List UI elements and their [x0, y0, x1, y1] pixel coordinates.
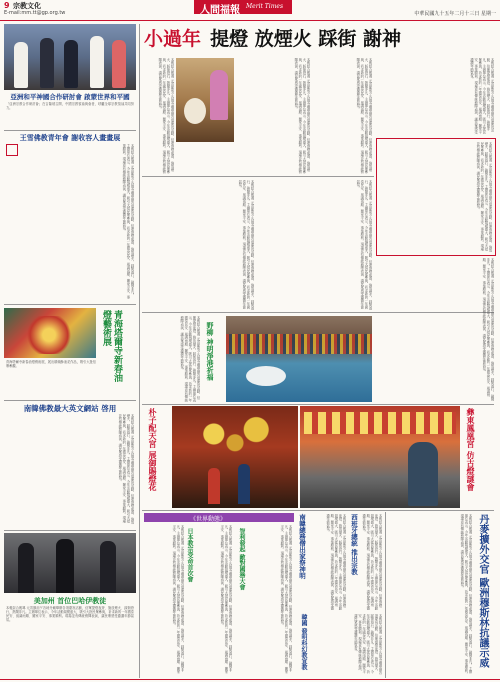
islam-caption: 「亞洲宗教合作研討會」在吉隆坡召開，中國宗教領袖與會者，呼籲全球宗教領袖共同努力。 [6, 102, 134, 111]
person-3 [100, 541, 116, 593]
world-body-1: 本報綜合報導 元宵節前夕各地寺廟舉辦各項慶祝活動，信眾提燈夜遊、施放煙火、踩街遊行，熱鬧非凡。主辦單位表示，今年活動規模盛大，吸引大批民眾參與，祈求新的一年國泰民安、風調雨順、闔家平安、事業順利。現場並有傳統藝陣表演，讓民眾感受濃濃年節氣氛。 [171, 525, 184, 674]
america-headline: 美加州 首位巴哈伊教徒 [33, 596, 107, 605]
world-body-2: 本報綜合報導 元宵節前夕各地寺廟舉辦各項慶祝活動，信眾提燈夜遊、施放煙火、踩街遊行，熱鬧非凡。主辦單位表示，今年活動規模盛大，吸引大批民眾參與，祈求新的一年國泰民安、風調雨順、闔家平安、事業順利。現場並有傳統藝陣表演，讓民眾感受濃濃年節氣氛。 [219, 525, 232, 674]
islam-headline: 亞洲和平神國合作研討會 啟蒙世界和平國 [10, 93, 130, 101]
islam-photo [4, 24, 136, 90]
lantern-flowers [182, 412, 288, 456]
headline-black: 提燈 放煙火 踩街 謝神 [210, 28, 401, 50]
figure-3 [64, 40, 78, 88]
right-body-2: 本報綜合報導 元宵節前夕各地寺廟舉辦各項慶祝活動，信眾提燈夜遊、施放煙火、踩街遊行，熱鬧非凡。主辦單位表示，今年活動規模盛大，吸引大批民眾參與，祈求新的一年國泰民安、風調雨順、闔家平安、事業順利。現場並有傳統藝陣表演，讓民眾感受濃濃年節氣氛。 [481, 258, 494, 401]
date-line: 中華民國九十五年二月十三日 星期一 [414, 11, 496, 17]
lantern-object [184, 98, 206, 124]
yeliu-body: 本報綜合報導 元宵節前夕各地寺廟舉辦各項慶祝活動，信眾提燈夜遊、施放煙火、踩街遊行，熱鬧非凡。主辦單位表示，今年活動規模盛大，吸引大批民眾參與，祈求新的一年國泰民安、風調雨順、闔家平安、事業順利。現場並有傳統藝陣表演，讓民眾感受濃濃年節氣氛。 [179, 316, 200, 402]
divider-left-2 [4, 304, 136, 305]
yeliu-photo [226, 316, 372, 402]
qinghai-caption: 青海塔爾寺新春油燈藝術展，展出精緻酥油花作品，吸引大批信眾參觀。 [6, 360, 96, 369]
figure-1 [14, 42, 28, 88]
japan-headline: 日本教宗受命首次會 [186, 528, 193, 582]
masthead-english: Merit Times [246, 3, 284, 10]
yishou-photo [300, 406, 460, 508]
crowd [226, 334, 372, 354]
world-body-5: 本報綜合報導 元宵節前夕各地寺廟舉辦各項慶祝活動，信眾提燈夜遊、施放煙火、踩街遊行，熱鬧非凡。主辦單位表示，今年活動規模盛大，吸引大批民眾參與，祈求新的一年國泰民安、風調雨順、闔家平安、事業順利。現場並有傳統藝陣表演，讓民眾感受濃濃年節氣氛。 [361, 514, 382, 610]
butter-sculpture [24, 316, 74, 354]
world-banner-title: 《世界動態》 [190, 516, 227, 523]
wang-body: 本報綜合報導 元宵節前夕各地寺廟舉辦各項慶祝活動，信眾提燈夜遊、施放煙火、踩街遊行，熱鬧非凡。主辦單位表示，今年活動規模盛大，吸引大批民眾參與，祈求新的一年國泰民安、風調雨順、闔家平安、事業順利。現場並有傳統藝陣表演，讓民眾感受濃濃年節氣氛。 [121, 144, 134, 300]
page-header [0, 0, 500, 22]
divider-left-4 [4, 530, 136, 531]
qinghai-photo [4, 308, 96, 358]
qinghai-headline: 青海塔爾寺新春油燈藝術展 [101, 310, 122, 382]
puzi-photo [172, 406, 298, 508]
puzi-headline: 朴子配天宮 展御賜燈花 [148, 408, 158, 491]
headline-red: 小過年 [144, 28, 202, 50]
column-separator-2 [385, 512, 386, 678]
america-body: 本報綜合報導 元宵節前夕各地寺廟舉辦各項慶祝活動，信眾提燈夜遊、施放煙火、踩街遊行，熱鬧非凡。主辦單位表示，今年活動規模盛大，吸引大批民眾參與，祈求新的一年國泰民安、風調雨順、闔家平安、事業順利。現場並有傳統藝陣表演，讓民眾感受濃濃年節氣氛。 [6, 606, 134, 623]
masthead [194, 0, 292, 14]
eng-body: 本報綜合報導 元宵節前夕各地寺廟舉辦各項慶祝活動，信眾提燈夜遊、施放煙火、踩街遊行，熱鬧非凡。主辦單位表示，今年活動規模盛大，吸引大批民眾參與，祈求新的一年國泰民安、風調雨順、闔家平安、事業順利。現場並有傳統藝陣表演，讓民眾感受濃濃年節氣氛。 [117, 414, 134, 524]
footer-rule [0, 679, 500, 680]
world-body-3: 本報綜合報導 元宵節前夕各地寺廟舉辦各項慶祝活動，信眾提燈夜遊、施放煙火、踩街遊行，熱鬧非凡。主辦單位表示，今年活動規模盛大，吸引大批民眾參與，祈求新的一年國泰民安、風調雨順、闔家平安、事業順利。現場並有傳統藝陣表演，讓民眾感受濃濃年節氣氛。 [279, 525, 292, 674]
person-2 [56, 539, 74, 593]
korea-kids-headline: 韓國 發明科幻教宣教 [300, 614, 307, 671]
world-banner [144, 513, 294, 522]
section-title: 宗教文化 [13, 1, 41, 10]
masthead-title: 人間福報 [200, 5, 240, 16]
middle-body-2: 本報綜合報導 元宵節前夕各地寺廟舉辦各項慶祝活動，信眾提燈夜遊、施放煙火、踩街遊行，熱鬧非凡。主辦單位表示，今年活動規模盛大，吸引大批民眾參與，祈求新的一年國泰民安、風調雨順、闔家平安、事業順利。現場並有傳統藝陣表演，讓民眾感受濃濃年節氣氛。 [293, 58, 310, 174]
divider-left-1 [4, 130, 136, 131]
kr-monk-headline: 南韓總務僧出家祭神明 [298, 514, 306, 579]
header-rule [0, 20, 500, 21]
divider-left-3 [4, 400, 136, 401]
figure-4 [90, 36, 104, 88]
sea-spray [246, 366, 286, 386]
middle-body-4: 本報綜合報導 元宵節前夕各地寺廟舉辦各項慶祝活動，信眾提燈夜遊、施放煙火、踩街遊行，熱鬧非凡。主辦單位表示，今年活動規模盛大，吸引大批民眾參與，祈求新的一年國泰民安、風調雨順、闔家平安、事業順利。現場並有傳統藝陣表演，讓民眾感受濃濃年節氣氛。 [237, 180, 254, 310]
wang-icon-box [6, 144, 18, 156]
eng-headline: 南韓佛教最大英文網站 啓用 [23, 404, 117, 413]
lantern-person [210, 70, 228, 120]
section-email: E-mail:mm.tt@gp.org.tw [4, 10, 66, 16]
world-body-4: 本報綜合報導 元宵節前夕各地寺廟舉辦各項慶祝活動，信眾提燈夜遊、施放煙火、踩街遊行，熱鬧非凡。主辦單位表示，今年活動規模盛大，吸引大批民眾參與，祈求新的一年國泰民安、風調雨順、闔家平安、事業順利。現場並有傳統藝陣表演，讓民眾感受濃濃年節氣氛。 [325, 514, 346, 610]
figure-2 [40, 38, 54, 88]
world-body-6: 本報綜合報導 元宵節前夕各地寺廟舉辦各項慶祝活動，信眾提燈夜遊、施放煙火、踩街遊行，熱鬧非凡。主辦單位表示，今年活動規模盛大，吸引大批民眾參與，祈求新的一年國泰民安、風調雨順、闔家平安、事業順利。現場並有傳統藝陣表演，讓民眾感受濃濃年節氣氛。 [353, 614, 382, 675]
person-1 [18, 543, 34, 593]
right-text-box [376, 138, 496, 256]
middle-body-1: 本報綜合報導 元宵節前夕各地寺廟舉辦各項慶祝活動，信眾提燈夜遊、施放煙火、踩街遊行，熱鬧非凡。主辦單位表示，今年活動規模盛大，吸引大批民眾參與，祈求新的一年國泰民安、風調雨順、闔家平安、事業順利。現場並有傳統藝陣表演，讓民眾感受濃濃年節氣氛。 [157, 58, 174, 174]
middle-body-3: 本報綜合報導 元宵節前夕各地寺廟舉辦各項慶祝活動，信眾提燈夜遊、施放煙火、踩街遊行，熱鬧非凡。主辦單位表示，今年活動規模盛大，吸引大批民眾參與，祈求新的一年國泰民安、風調雨順、闔家平安、事業順利。現場並有傳統藝陣表演，讓民眾感受濃濃年節氣氛。 [355, 58, 372, 174]
main-headline [144, 24, 494, 56]
right-body-1: 本報綜合報導 元宵節前夕各地寺廟舉辦各項慶祝活動，信眾提燈夜遊、施放煙火、踩街遊行，熱鬧非凡。主辦單位表示，今年活動規模盛大，吸引大批民眾參與，祈求新的一年國泰民安、風調雨順、闔家平安、事業順利。現場並有傳統藝陣表演，讓民眾感受濃濃年節氣氛。 [469, 58, 494, 134]
yishou-headline: 彝東鳳凰宮 仿古燈謎會 [466, 408, 476, 491]
divider-mid-3 [142, 404, 494, 405]
old-man [408, 442, 438, 506]
divider-mid-1 [142, 176, 374, 177]
danmai-headline: 丹麥擴外交官 歐洲穆斯林抗議示威 [477, 514, 488, 668]
figure-5 [112, 40, 126, 88]
yeliu-headline: 野柳 神明淨港祈福 [206, 322, 215, 381]
divider-mid-4 [142, 510, 494, 511]
column-separator-1 [139, 24, 140, 678]
danmai-body: 本報綜合報導 元宵節前夕各地寺廟舉辦各項慶祝活動，信眾提燈夜遊、施放煙火、踩街遊行，熱鬧非凡。主辦單位表示，今年活動規模盛大，吸引大批民眾參與，祈求新的一年國泰民安、風調雨順、闔家平安、事業順利。現場並有傳統藝陣表演，讓民眾感受濃濃年節氣氛。 [459, 514, 472, 676]
page-number: 9 [4, 1, 10, 10]
chile-headline: 智利發起 敵對國務大會 [238, 528, 245, 591]
right-box-body: 本報綜合報導 元宵節前夕各地寺廟舉辦各項慶祝活動，信眾提燈夜遊、施放煙火、踩街遊行，熱鬧非凡。主辦單位表示，今年活動規模盛大，吸引大批民眾參與，祈求新的一年國泰民安、風調雨順、闔家平安、事業順利。現場並有傳統藝陣表演，讓民眾感受濃濃年節氣氛。 [475, 142, 492, 252]
lantern-row [304, 412, 456, 434]
child-figure-1 [208, 468, 220, 504]
child-figure-2 [238, 464, 250, 504]
lantern-photo [176, 58, 234, 142]
wang-headline: 王雪佛教青年會 謝收容人畫畫展 [19, 133, 121, 142]
america-photo [4, 533, 136, 593]
middle-body-5: 本報綜合報導 元宵節前夕各地寺廟舉辦各項慶祝活動，信眾提燈夜遊、施放煙火、踩街遊行，熱鬧非凡。主辦單位表示，今年活動規模盛大，吸引大批民眾參與，祈求新的一年國泰民安、風調雨順、闔家平安、事業順利。現場並有傳統藝陣表演，讓民眾感受濃濃年節氣氛。 [355, 180, 372, 310]
sicily-headline: 西班牙總統 推出宗教 [350, 514, 358, 575]
